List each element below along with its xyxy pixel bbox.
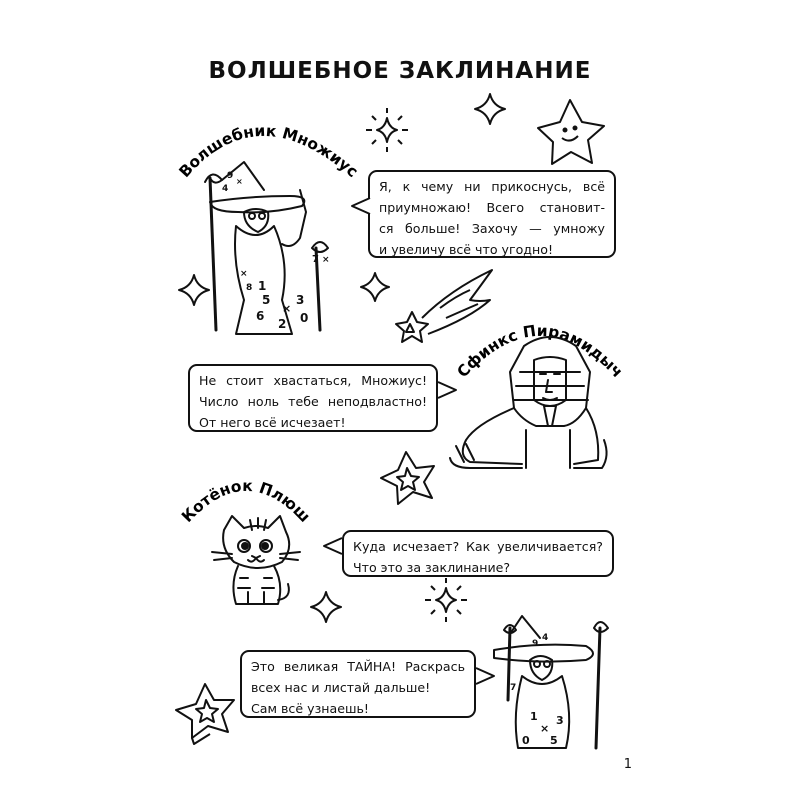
- bubble-line: и увеличу всё что угодно!: [379, 242, 553, 257]
- kitten-illustration: [212, 516, 300, 604]
- svg-text:×: ×: [240, 269, 248, 279]
- sparkle-burst-icon: [425, 578, 467, 622]
- svg-text:×: ×: [540, 722, 550, 735]
- svg-text:×: ×: [282, 302, 292, 315]
- bubble-line: Это великая ТАЙНА! Раскрась: [251, 659, 465, 674]
- bubble-line: Не стоит хвастаться, Множиус!: [199, 373, 427, 388]
- wizard-name-label: Волшебник Множиус: [175, 121, 362, 182]
- wizard-small-illustration: [494, 616, 608, 748]
- sparkle-star-icon: [311, 592, 341, 622]
- bubble-line: Я, к чему ни прикоснусь, всё: [379, 179, 605, 194]
- svg-text:×: ×: [236, 177, 243, 186]
- sparkle-star-icon: [179, 275, 209, 305]
- svg-text:1: 1: [530, 710, 538, 723]
- bubble-tail: [322, 536, 344, 558]
- svg-text:5: 5: [262, 293, 271, 307]
- speech-bubble-wizard-small: [240, 650, 476, 718]
- svg-text:8: 8: [246, 283, 253, 293]
- page-title: ВОЛШЕБНОЕ ЗАКЛИНАНИЕ: [208, 58, 592, 84]
- bubble-line: всех нас и листай дальше!: [251, 680, 431, 695]
- speech-bubble-sphinx: [188, 364, 438, 432]
- svg-text:4: 4: [222, 184, 229, 194]
- bubble-line: ся больше! Захочу — умножу: [379, 221, 605, 236]
- speech-bubble-wizard: [368, 170, 616, 258]
- outlined-star-icon: [381, 452, 434, 504]
- outlined-star-icon: [176, 684, 234, 744]
- bubble-line: приумножаю! Всего становит-: [379, 200, 605, 215]
- wizard-illustration: [205, 162, 330, 334]
- speech-bubble-kitten: [342, 530, 614, 577]
- bubble-tail: [436, 380, 458, 402]
- bubble-line: Число ноль тебе неподвластно!: [199, 394, 427, 409]
- svg-text:7: 7: [510, 683, 517, 693]
- sparkle-star-icon: [361, 273, 389, 301]
- svg-text:3: 3: [296, 293, 305, 307]
- svg-text:9: 9: [227, 171, 234, 181]
- bubble-tail: [474, 666, 496, 688]
- bubble-line: Что это за заклинание?: [353, 560, 511, 575]
- svg-text:1: 1: [258, 279, 267, 293]
- svg-text:0: 0: [522, 734, 530, 747]
- bubble-tail: [350, 196, 372, 218]
- svg-text:7: 7: [312, 254, 319, 265]
- svg-text:0: 0: [300, 311, 309, 325]
- svg-text:×: ×: [322, 255, 330, 265]
- bubble-line: От него всё исчезает!: [199, 415, 346, 430]
- sphinx-name-label: Сфинкс Пирамидыч: [453, 321, 627, 382]
- svg-text:6: 6: [256, 309, 265, 323]
- sparkle-star-icon: [475, 94, 505, 124]
- page-number: 1: [623, 757, 632, 772]
- sparkle-burst-icon: [366, 108, 408, 152]
- bubble-line: Куда исчезает? Как увеличивается?: [353, 539, 603, 554]
- shooting-star-icon: [396, 270, 492, 342]
- svg-text:3: 3: [556, 714, 564, 727]
- kitten-name-label: Котёнок Плюш: [178, 476, 314, 526]
- smiling-star-icon: [538, 100, 604, 164]
- svg-text:5: 5: [550, 734, 558, 747]
- svg-text:9: 9: [532, 639, 539, 649]
- svg-text:4: 4: [542, 633, 549, 643]
- bubble-line: Сам всё узнаешь!: [251, 701, 369, 716]
- svg-text:2: 2: [278, 317, 287, 331]
